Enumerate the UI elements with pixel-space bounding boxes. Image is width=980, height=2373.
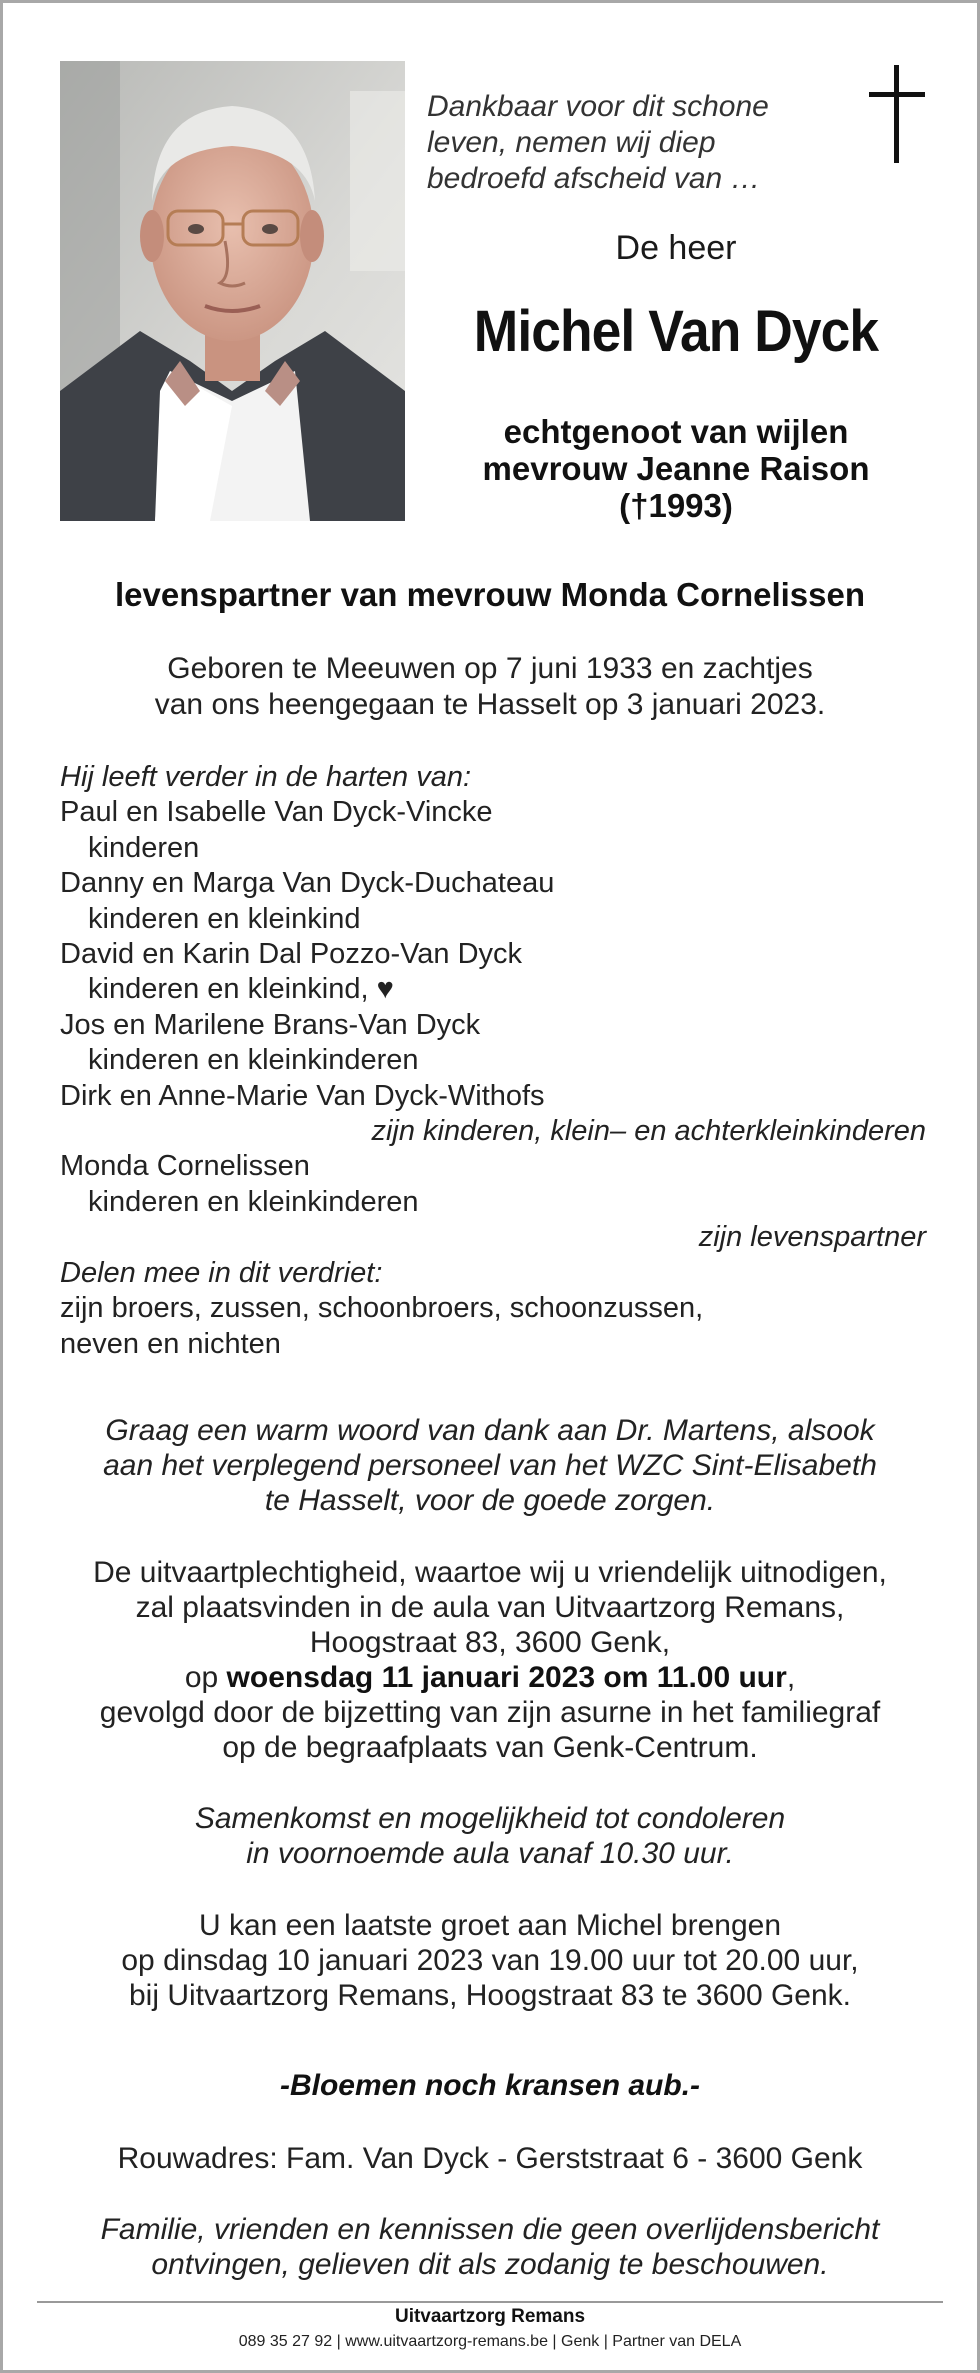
funeral-line: zal plaatsvinden in de aula van Uitvaartzorg Remans, — [135, 1591, 845, 1624]
notice-line: Familie, vrienden en kennissen die geen overlijdensbericht — [100, 2213, 880, 2246]
visitation-line: op dinsdag 10 januari 2023 van 19.00 uur tot 20.00 uur, — [121, 1944, 859, 1977]
funeral-details — [3, 1555, 977, 1765]
family-names: Paul en Isabelle Van Dyck-Vincke — [60, 796, 493, 829]
footer-divider — [37, 2301, 943, 2303]
funeral-date-prefix: op — [184, 1661, 227, 1694]
family-relation: kinderen — [88, 831, 200, 864]
portrait-photo — [60, 61, 405, 521]
family-names: Danny en Marga Van Dyck-Duchateau — [60, 867, 555, 900]
funeral-date-line — [3, 1660, 977, 1695]
birth-death-text — [3, 651, 977, 723]
partner-relation: kinderen en kleinkinderen — [88, 1185, 419, 1218]
visitation-text — [3, 1908, 977, 2013]
thanks-line: aan het verplegend personeel van het WZC Sint-Elisabeth — [103, 1449, 877, 1482]
family-heading: Hij leeft verder in de harten van: — [60, 761, 472, 793]
share-heading: Delen mee in dit verdriet: — [60, 1256, 383, 1289]
thanks-line: te Hasselt, voor de goede zorgen. — [264, 1484, 716, 1517]
family-list — [60, 760, 926, 1362]
funeral-home-contact: 089 35 27 92 | www.uitvaartzorg-remans.be | Genk | Partner van DELA — [238, 2333, 742, 2350]
funeral-date: woensdag 11 januari 2023 om 11.00 uur — [226, 1661, 787, 1694]
thanks-text — [3, 1413, 977, 1518]
notice-text — [3, 2212, 977, 2282]
spouse-line: echtgenoot van wijlen — [503, 413, 849, 450]
deceased-name: Michel Van Dyck — [473, 299, 879, 364]
funeral-date-suffix: , — [786, 1661, 796, 1694]
family-relation: kinderen en kleinkinderen — [88, 1044, 419, 1077]
share-line: zijn broers, zussen, schoonbroers, schoonzussen, — [60, 1292, 704, 1325]
spouse-line: (†1993) — [619, 487, 733, 524]
partner-line: levenspartner van mevrouw Monda Cornelissen — [114, 576, 866, 613]
salutation: De heer — [615, 229, 737, 267]
funeral-home-name: Uitvaartzorg Remans — [394, 2306, 586, 2327]
partner-label: zijn levenspartner — [698, 1221, 926, 1254]
gathering-line: Samenkomst en mogelijkheid tot condoleren — [194, 1802, 786, 1835]
birth-death-line: Geboren te Meeuwen op 7 juni 1933 en zachtjes — [167, 652, 813, 685]
notice-line: ontvingen, gelieven dit als zodanig te beschouwen. — [151, 2248, 829, 2281]
intro-line: bedroefd afscheid van … — [427, 162, 761, 195]
family-names: Jos en Marilene Brans-Van Dyck — [60, 1008, 481, 1041]
funeral-line: Hoogstraat 83, 3600 Genk, — [309, 1626, 671, 1659]
flowers-notice: -Bloemen noch kransen aub.- — [279, 2069, 701, 2102]
funeral-line: op de begraafplaats van Genk-Centrum. — [222, 1731, 758, 1764]
visitation-line: U kan een laatste groet aan Michel brengen — [198, 1909, 782, 1942]
family-relation: kinderen en kleinkind — [88, 902, 361, 935]
birth-death-line: van ons heengegaan te Hasselt op 3 januari 2023. — [154, 688, 826, 721]
intro-text — [427, 89, 827, 197]
family-relation: kinderen en kleinkind, ♥ — [88, 973, 394, 1006]
family-names: David en Karin Dal Pozzo-Van Dyck — [60, 938, 523, 971]
funeral-line: De uitvaartplechtigheid, waartoe wij u vriendelijk uitnodigen, — [93, 1556, 887, 1589]
partner-name: Monda Cornelissen — [60, 1150, 310, 1183]
family-names: Dirk en Anne-Marie Van Dyck-Withofs — [60, 1079, 545, 1112]
gathering-line: in voornoemde aula vanaf 10.30 uur. — [246, 1837, 734, 1870]
intro-line: leven, nemen wij diep — [427, 126, 716, 159]
cross-icon — [869, 65, 925, 163]
share-line: neven en nichten — [60, 1327, 281, 1360]
visitation-line: bij Uitvaartzorg Remans, Hoogstraat 83 te 3600 Genk. — [128, 1979, 852, 2012]
mourning-address: Rouwadres: Fam. Van Dyck - Gerststraat 6 - 3600 Genk — [117, 2142, 863, 2175]
funeral-line: gevolgd door de bijzetting van zijn asurne in het familiegraf — [99, 1696, 881, 1729]
thanks-line: Graag een warm woord van dank aan Dr. Martens, alsook — [105, 1414, 875, 1447]
children-label: zijn kinderen, klein– en achterkleinkinderen — [371, 1115, 926, 1148]
spouse-line: mevrouw Jeanne Raison — [482, 450, 870, 487]
intro-line: Dankbaar voor dit schone — [427, 90, 769, 123]
gathering-text — [3, 1801, 977, 1871]
spouse-info — [431, 413, 921, 524]
